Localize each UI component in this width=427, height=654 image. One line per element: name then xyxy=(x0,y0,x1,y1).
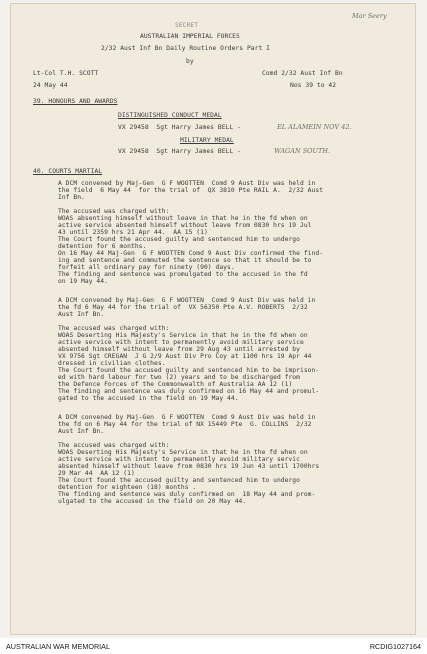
text-line: the field 6 May 44 for the trial of QX 3810 Pte RAIL A. 2/32 Aust xyxy=(58,187,324,194)
text-line: active service with intent to permanently avoid military service xyxy=(58,339,304,346)
org-title: AUSTRALIAN IMPERIAL FORCES xyxy=(140,33,240,40)
order-date: 24 May 44 xyxy=(33,82,68,89)
text-line: absented himself without leave from 29 Aug 43 until arrested by xyxy=(58,346,300,353)
text-line: WOAS Deserting His Majesty's Service in that he in the fd when on xyxy=(58,449,308,456)
section-39-heading: 39. HONOURS AND AWARDS xyxy=(33,98,118,105)
text-line: detention for 6 months. xyxy=(58,243,147,250)
text-line: The Court found the accused guilty and sentenced him to be imprison- xyxy=(58,367,320,374)
text-line: A DCM convened by Maj-Gen G F WOOTTEN Comd 9 Aust Div was held in xyxy=(58,180,316,187)
text-line: 29 Mar 44 AA 12 (1) xyxy=(58,470,135,477)
court-martial-paragraph-3 xyxy=(58,414,319,505)
text-line: The Court found the accused guilty and sentenced him to undergo xyxy=(58,236,300,243)
dcm-handwritten-note: EL ALAMEIN NOV 42. xyxy=(277,123,352,131)
orders-title: 2/32 Aust Inf Bn Daily Routine Orders Part I xyxy=(101,45,271,52)
text-line: Aust Inf Bn. xyxy=(58,428,105,435)
text-line: gated to the accused in the field on 19 May 44. xyxy=(58,395,239,402)
text-line: the fd on 6 May 44 for the trial of NX 15449 Pte G. COLLINS 2/32 xyxy=(58,421,312,428)
text-line xyxy=(58,435,319,442)
text-line: active service with intent to permanently avoid military servic xyxy=(58,456,300,463)
text-line: The accused was charged with: xyxy=(58,325,170,332)
text-line: 43 until 2359 hrs 21 Apr 44. AA 15 (1) xyxy=(58,229,208,236)
text-line: Aust Inf Bn. xyxy=(58,311,105,318)
text-line: absented himself without leave from 0830 hrs 19 Jun 43 until 1700hrs xyxy=(58,463,320,470)
text-line: Inf Bn. xyxy=(58,194,85,201)
text-line: active service absented himself without leave from 0830 hrs 19 Jul xyxy=(58,222,312,229)
text-line xyxy=(58,318,319,325)
handwritten-corner-note: Mar Seery xyxy=(352,12,387,20)
text-line: The accused was charged with: xyxy=(58,208,170,215)
text-line: A DCM convened by Maj-Gen G F WOOTTEN Comd 9 Aust Div was held in xyxy=(58,414,316,421)
dcm-recipient: VX 29458 Sgt Harry James BELL - xyxy=(118,124,241,131)
dcm-title: DISTINGUISHED CONDUCT MEDAL xyxy=(118,112,222,119)
order-numbers: Nos 39 to 42 xyxy=(290,82,337,89)
text-line: WOAS Deserting His Majesty's Service in that he in the fd when on xyxy=(58,332,308,339)
mm-handwritten-note: WAGAN SOUTH. xyxy=(274,147,331,155)
text-line: the fd 6 May 44 for the trial of VX 56350 Pte A.V. ROBERTS 2/32 xyxy=(58,304,308,311)
archive-reference: RCDIG1027164 xyxy=(369,642,421,651)
text-line: dressed in civilian clothes. xyxy=(58,360,166,367)
text-line: The finding and sentence was promulgated to the accused in the fd xyxy=(58,271,308,278)
text-line xyxy=(58,201,323,208)
text-line: ed with hard labour for two (2) years and to be discharged from xyxy=(58,374,300,381)
text-line: On 16 May 44 Maj-Gen G F WOOTTEN Comd 9 Aust Div confirmed the find- xyxy=(58,250,324,257)
commander-name: Lt-Col T.H. SCOTT xyxy=(33,70,99,77)
text-line: ulgated to the accused in the field on 20 May 44. xyxy=(58,498,247,505)
text-line: A DCM convened by Maj-Gen G F WOOTTEN Comd 9 Aust Div was held in xyxy=(58,297,316,304)
by-label: by xyxy=(186,58,194,65)
section-40-heading: 40. COURTS MARTIAL xyxy=(33,168,103,175)
text-line: The finding and sentence was duly confirmed on 18 May 44 and prom- xyxy=(58,491,316,498)
text-line: detention for eighteen (18) months . xyxy=(58,484,197,491)
text-line: WOAS absenting himself without leave in that he in the fd when on xyxy=(58,215,308,222)
text-line: on 19 May 44. xyxy=(58,278,108,285)
command-title: Comd 2/32 Aust Inf Bn xyxy=(262,70,343,77)
text-line: The accused was charged with: xyxy=(58,442,170,449)
archive-footer xyxy=(0,638,427,654)
text-line: The finding and sentence was duly confirmed on 16 May 44 and promul- xyxy=(58,388,320,395)
text-line: ing and sentence and commuted the sentence so that it should be to xyxy=(58,257,312,264)
text-line: the Defence Forces of the Commonwealth of Australia AA 12 (1) xyxy=(58,381,293,388)
text-line: VX 9756 Sgt CREGAN J G 2/9 Aust Div Pro Coy at 1100 hrs 19 Apr 44 xyxy=(58,353,312,360)
mm-title: MILITARY MEDAL xyxy=(180,137,234,144)
text-line: forfeit all ordinary pay for ninety (90) days. xyxy=(58,264,235,271)
court-martial-paragraph-2 xyxy=(58,297,319,402)
archive-name: AUSTRALIAN WAR MEMORIAL xyxy=(6,642,110,651)
text-line: The Court found the accused guilty and sentenced him to undergo xyxy=(58,477,300,484)
classification-stamp: SECRET xyxy=(175,22,199,29)
mm-recipient: VX 29458 Sgt Harry James BELL - xyxy=(118,148,241,155)
court-martial-paragraph-1 xyxy=(58,180,323,285)
